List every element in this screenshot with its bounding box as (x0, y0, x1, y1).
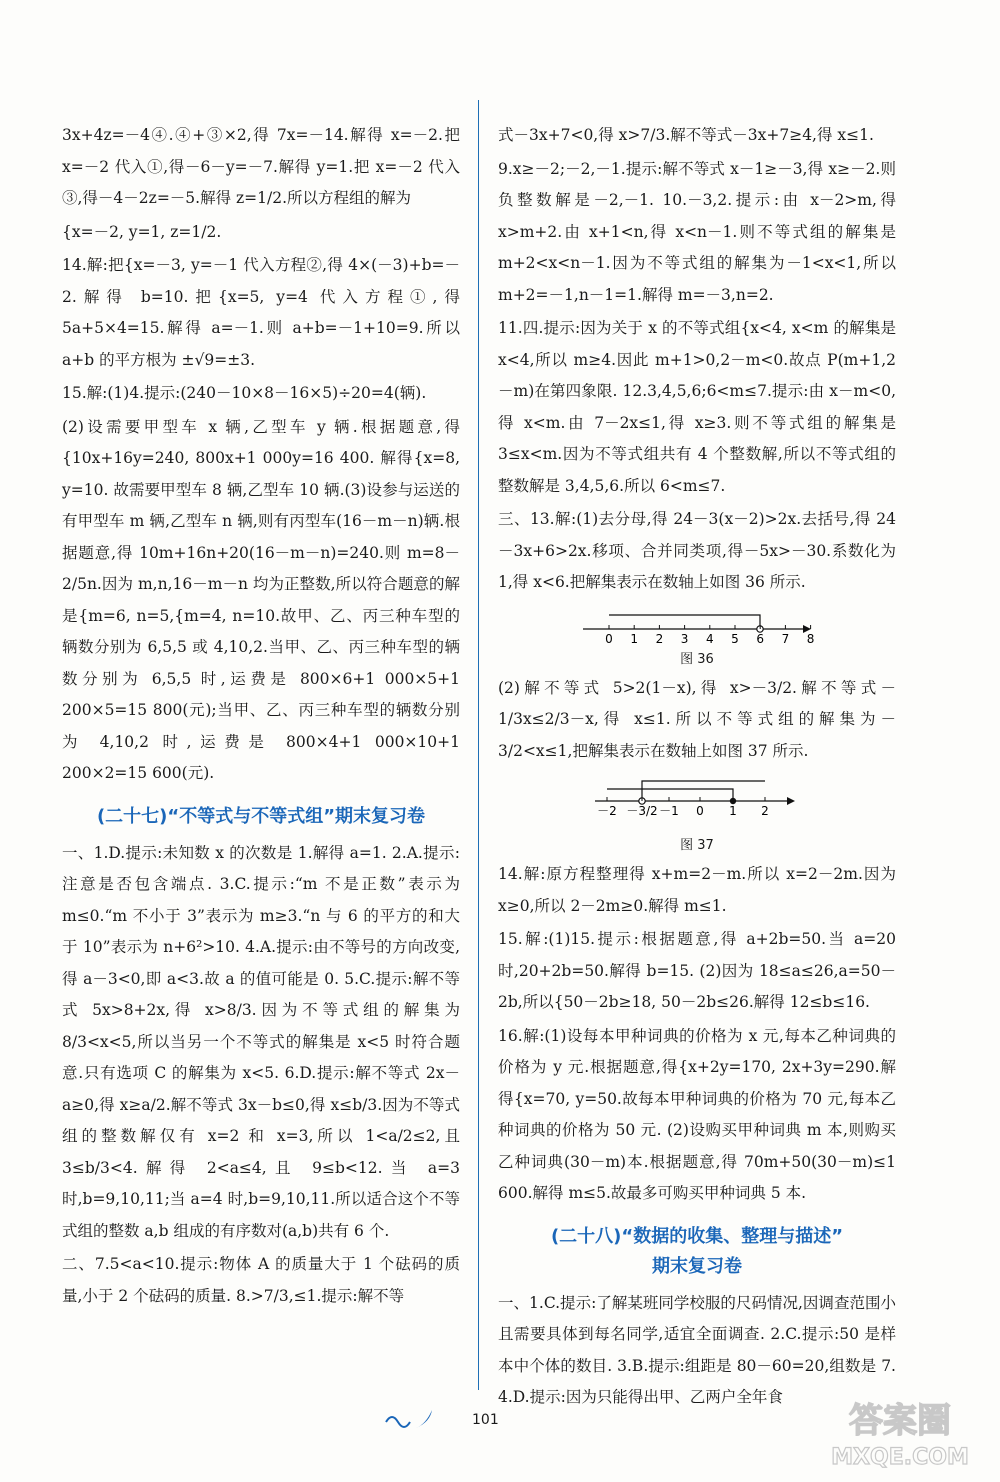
figure-36 (498, 605, 896, 645)
section-title-28-line2: 期末复习卷 (652, 1255, 742, 1277)
tick-label: 3 (680, 631, 689, 645)
answer-13-part2: (2)解不等式 5>2(1－x),得 x>－3/2.解不等式－1/3x≤2/3－x,得 x≤1.所以不等式组的解集为－3/2<x≤1,把解集表示在数轴上如图 37 所示. (498, 678, 896, 760)
tick-label: 2 (761, 804, 769, 818)
watermark-line2: MXQE.COM (831, 1445, 969, 1470)
section-27-choice-answers: 一、1.D.提示:未知数 x 的次数是 1.解得 a=1. 2.A.提示:注意是否包含端点. 3.C.提示:“m 不是正数”表示为 m≤0.“m 不小于 3”表示为 m≥3.“n 与 6 的平方的和大于 10”表示为 n+6²>10. 4.A.提示:由不等号的方向改变,得 a－3<0,即 a<3.故 a 的值可能是 0. 5.C.提示:解不等式 5x>8+2x,得 x>8/3.因为不等式组的解集为 8/3<x<5,所以当另一个不等式的解集是 x<5 时符合题意.只有选项 C 的解集为 x<5. 6.D.提示:解不等式 2x－a≥0,得 x≥a/2.解不等式 3x－b≤0,得 x≤b/3.因为不等式组的整数解仅有 x=2 和 x=3,所以 1<a/2≤2,且 3≤b/3<4.解得 2<a≤4,且 9≤b<12.当 a=3 时,b=9,10,11;当 a=4 时,b=9,10,11.所以适合这个不等式组的整数 a,b 组成的有序数对(a,b)共有 6 个. (62, 843, 460, 1240)
section-title-27: (二十七)“不等式与不等式组”期末复习卷 (96, 805, 426, 827)
answer-13: 三、13.解:(1)去分母,得 24－3(x－2)>2x.去括号,得 24－3x+6>2x.移项、合并同类项,得－5x>－30.系数化为 1,得 x<6.把解集表示在数轴上如图 36 所示. (498, 510, 896, 591)
number-line-37 (587, 773, 807, 831)
tick-label: 6 (756, 631, 765, 645)
answer-14-right: 14.解:原方程整理得 x+m=2－m.所以 x=2－2m.因为 x≥0,所以 2－2m≥0.解得 m≤1. (498, 865, 896, 915)
page-number: 101 (472, 1412, 499, 1428)
tick-label: －3/2 (626, 804, 658, 818)
tick-label: 7 (781, 631, 790, 645)
answer-15-right: 15.解:(1)15.提示:根据题意,得 a+2b=50.当 a=20 时,20+2b=50.解得 b=15. (2)因为 18≤a≤26,a=50－2b,所以{50－2b≥18, 50－2b≤26.解得 12≤b≤16. (498, 930, 896, 1011)
answer-11-12: 11.四.提示:因为关于 x 的不等式组{x<4, x<m 的解集是 x<4,所以 m≥4.因此 m+1>0,2－m<0.故点 P(m+1,2－m)在第四象限. 12.3,4,5,6;6<m≤7.提示:由 x－m<0,得 x<m.由 7－2x≤1,得 x≥3.则不等式组的解集是 3≤x<m.因为不等式组共有 4 个整数解,所以不等式组的整数解是 3,4,5,6.所以 6<m≤7. (498, 319, 896, 495)
tick-label: －1 (659, 804, 679, 818)
section-title-28-line1: (二十八)“数据的收集、整理与描述” (550, 1225, 844, 1247)
left-column (62, 118, 460, 1314)
tick-label: 2 (655, 631, 664, 645)
answer-15a: 15.解:(1)4.提示:(240－10×8－16×5)÷20=4(辆). (62, 384, 427, 402)
section-28-answers: 一、1.C.提示:了解某班同学校服的尺码情况,因调查范围小且需要具体到每名同学,适宜全面调查. 2.C.提示:50 是样本中个体的数目. 3.B.提示:组距是 80－60=20,组数是 7. 4.D.提示:因为只能得出甲、乙两户全年食 (498, 1293, 896, 1406)
tick-label: 8 (806, 631, 815, 645)
tick-label: 1 (630, 631, 639, 645)
tick-label: 1 (729, 804, 737, 818)
answer-8-continued: 式－3x+7<0,得 x>7/3.解不等式－3x+7≥4,得 x≤1. (498, 126, 874, 144)
figure-37 (498, 773, 896, 831)
tick-label: 0 (605, 631, 613, 645)
right-column (498, 118, 896, 1416)
answer-14: 14.解:把{x=－3, y=－1 代入方程②,得 4×(－3)+b=－2.解得 b=10.把{x=5, y=4 代入方程①,得 5a+5×4=15.解得 a=－1.则 a+b=－1+10=9.所以 a+b 的平方根为 ±√9=±3. (62, 256, 460, 369)
watermark-line1: 答案圈 (849, 1401, 951, 1441)
figure-36-caption: 图 36 (680, 651, 714, 667)
figure-37-caption: 图 37 (680, 838, 714, 853)
answer-15b: (2)设需要甲型车 x 辆,乙型车 y 辆.根据题意,得{10x+16y=240, 800x+1 000y=16 400. 解得{x=8, y=10. 故需要甲型车 8 辆,乙型车 10 辆.(3)设参与运送的有甲型车 m 辆,乙型车 n 辆,则有丙型车(16－m－n)辆.根据题意,得 10m+16n+20(16－m－n)=240.则 m=8－2/5n.因为 m,n,16－m－n 均为正整数,所以符合题意的解是{m=6, n=5,{m=4, n=10.故甲、乙、丙三种车型的辆数分别为 6,5,5 或 4,10,2.当甲、乙、丙三种车型的辆数分别为 6,5,5 时,运费是 800×6+1 000×5+1 200×5=15 800(元);当甲、乙、丙三种车型的辆数分别为 4,10,2 时,运费是 800×4+1 000×10+1 200×2=15 600(元). (62, 417, 460, 782)
tick-label: 5 (731, 631, 739, 645)
tick-label: 0 (696, 804, 704, 818)
section-27-fill-answers: 二、7.5<a<10.提示:物体 A 的质量大于 1 个砝码的质量,小于 2 个砝码的质量. 8.>7/3,≤1.提示:解不等 (62, 1255, 460, 1305)
column-divider (478, 100, 479, 1390)
answer-13-continued: 3x+4z=－4④.④+③×2,得 7x=－14.解得 x=－2.把 x=－2 代入①,得－6－y=－7.解得 y=1.把 x=－2 代入③,得－4－2z=－5.解得 z=1/2.所以方程组的解为 (62, 126, 460, 207)
section-title-28 (498, 1222, 896, 1282)
wave-ornament-icon (382, 1408, 442, 1432)
tick-label: －2 (597, 804, 617, 818)
watermark-logo (820, 1392, 980, 1472)
answer-13-system: {x=－2, y=1, z=1/2. (62, 222, 222, 241)
answer-9-10: 9.x≥－2;－2,－1.提示:解不等式 x－1≥－3,得 x≥－2.则负整数解是－2,－1. 10.－3,2.提示:由 x－2>m,得 x>m+2.由 x+1<n,得 x<n－1.则不等式组的解集是 m+2<x<n－1.因为不等式组的解集为－1<x<1,所以 m+2=－1,n－1=1.解得 m=－3,n=2. (498, 159, 896, 304)
number-line-36 (577, 605, 817, 645)
answer-16: 16.解:(1)设每本甲种词典的价格为 x 元,每本乙种词典的价格为 y 元.根据题意,得{x+2y=170, 2x+3y=290.解得{x=70, y=50.故每本甲种词典的价格为 70 元,每本乙种词典的价格为 50 元. (2)设购买甲种词典 m 本,则购买乙种词典(30－m)本.根据题意,得 70m+50(30－m)≤1 600.解得 m≤5.故最多可购买甲种词典 5 本. (498, 1026, 896, 1202)
tick-label: 4 (705, 631, 714, 645)
